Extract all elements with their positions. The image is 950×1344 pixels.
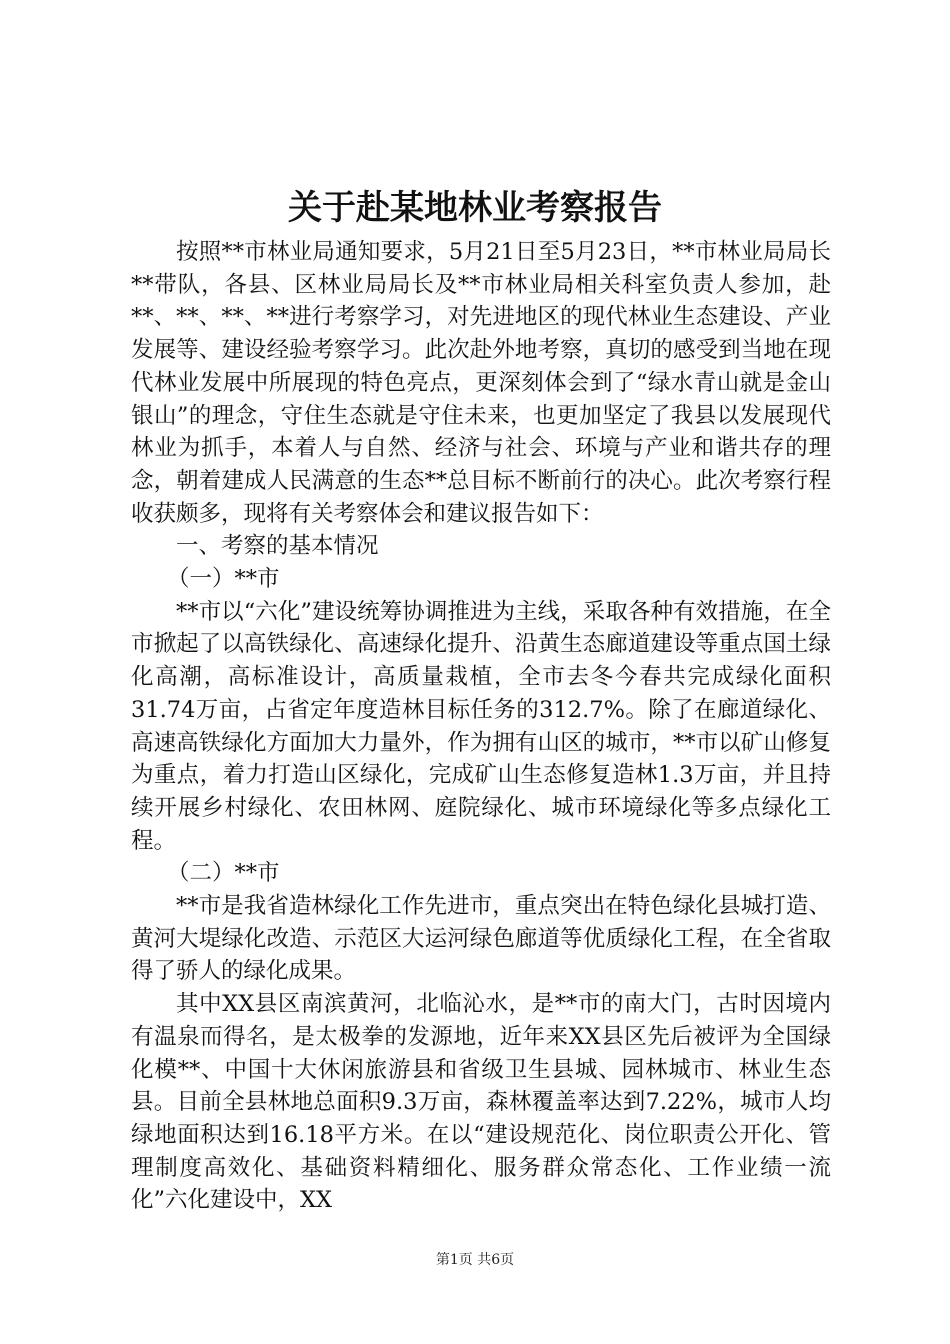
paragraph-county: 其中XX县区南滨黄河，北临沁水，是**市的南大门，古时因境内有温泉而得名，是太极拳的发源地，近年来XX县区先后被评为全国绿化模**、中国十大休闲旅游县和省级卫生县城、园林城市、林业生态县。目前全县林地总面积9.3万亩，森林覆盖率达到7.22%，城市人均绿地面积达到16.18平方米。在以“建设规范化、岗位职责公开化、管理制度高效化、基础资料精细化、服务群众常态化、工作业绩一流化”六化建设中，XX: [131, 991, 831, 1214]
paragraph-city-1: **市以“六化”建设统筹协调推进为主线，采取各种有效措施，在全市掀起了以高铁绿化、高速绿化提升、沿黄生态廊道建设等重点国土绿化高潮，高标准设计，高质量栽植，全市去冬今春共完成绿化面积31.74万亩，占省定年度造林目标任务的312.7%。除了在廊道绿化、高速高铁绿化方面加大力量外，作为拥有山区的城市，**市以矿山修复为重点，着力打造山区绿化，完成矿山生态修复造林1.3万亩，并且持续开展乡村绿化、农田林网、庭院绿化、城市环境绿化等多点绿化工程。: [131, 598, 831, 854]
paragraph-city-2: **市是我省造林绿化工作先进市，重点突出在特色绿化县城打造、黄河大堤绿化改造、示范区大运河绿色廊道等优质绿化工程，在全省取得了骄人的绿化成果。: [131, 893, 831, 985]
subsection-heading-city-1: （一）**市: [167, 566, 280, 593]
page-footer: 第1页 共6页: [435, 1252, 515, 1268]
document-body: [131, 236, 831, 1217]
section-heading-basic-situation: 一、考察的基本情况: [176, 533, 379, 560]
subsection-heading-city-2: （二）**市: [167, 860, 280, 887]
document-title: 关于赴某地林业考察报告: [288, 188, 662, 228]
paragraph-intro: 按照**市林业局通知要求，5月21日至5月23日，**市林业局局长**带队，各县、区林业局局长及**市林业局相关科室负责人参加，赴**、**、**、**进行考察学习，对先进地区的现代林业生态建设、产业发展等、建设经验考察学习。此次赴外地考察，真切的感受到当地在现代林业发展中所展现的特色亮点，更深刻体会到了“绿水青山就是金山银山”的理念，守住生态就是守住未来，也更加坚定了我县以发展现代林业为抓手，本着人与自然、经济与社会、环境与产业和谐共存的理念，朝着建成人民满意的生态**总目标不断前行的决心。此次考察行程收获颇多，现将有关考察体会和建议报告如下：: [131, 239, 831, 527]
